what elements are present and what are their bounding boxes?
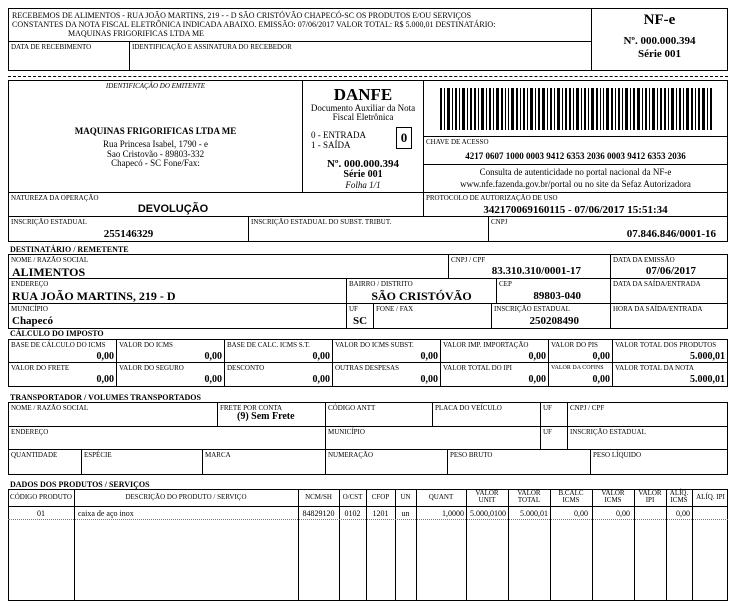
natureza-label: NATUREZA DA OPERAÇÃO [11, 194, 99, 202]
canhoto-recebemos: RECEBEMOS DE ALIMENTOS - RUA JOÃO MARTINS, 219 - - D SÃO CRISTÓVÃO CHAPECÓ-SC OS PRODUTOS E/OU SERVIÇOS [12, 11, 472, 20]
danfe-tipo-box: 0 [396, 127, 412, 149]
dest-cnpj: 83.310.310/0001-17 [491, 265, 581, 277]
produtos-header-line [8, 506, 728, 507]
col-sep [416, 489, 417, 601]
td-vtotal: 5.000,01 [520, 509, 548, 518]
transp-pl-label: PESO LÍQUIDO [593, 451, 642, 459]
emitente-end3: Chapecó - SC Fone/Fax: [111, 158, 200, 168]
td-codigo: 01 [37, 509, 45, 518]
td-descricao: caixa de aço inox [78, 509, 134, 518]
imposto-value: 0,00 [204, 351, 222, 362]
danfe-serie: Série 001 [343, 169, 383, 180]
transp-uf-label: UF [543, 404, 552, 412]
td-vicms: 0,00 [616, 509, 630, 518]
dest-mun-box [8, 303, 347, 329]
imposto-value: 0,00 [204, 374, 222, 385]
canhoto-nfe-title: NF-e [643, 12, 676, 28]
dest-fone-label: FONE / FAX [376, 305, 414, 313]
imposto-label: BASE DE CALC. ICMS S.T. [227, 341, 310, 349]
th-aliq-ipi: ALÍQ. IPI [696, 493, 725, 501]
row-line [8, 519, 728, 520]
td-un: un [401, 509, 410, 518]
th-quant: QUANT [428, 493, 454, 501]
col-sep [74, 489, 75, 601]
transp-end-box [8, 426, 326, 450]
dest-bairro-label: BAIRRO / DISTRITO [349, 280, 413, 288]
cut-line [8, 76, 728, 77]
produtos-title: DADOS DOS PRODUTOS / SERVIÇOS [10, 480, 150, 489]
danfe-sub2: Fiscal Eletrônica [332, 112, 394, 122]
transp-antt-label: CÓDIGO ANTT [328, 404, 376, 412]
col-sep [395, 489, 396, 601]
dest-emissao-label: DATA DA EMISSÃO [613, 256, 675, 264]
imposto-label: VALOR TOTAL DO IPI [443, 364, 512, 372]
transp-frete: (9) Sem Frete [237, 411, 295, 422]
emitente-label: IDENTIFICAÇÃO DO EMITENTE [105, 82, 206, 90]
td-quant: 1,0000 [442, 509, 464, 518]
dest-cep-label: CEP [499, 280, 512, 288]
imposto-label: VALOR TOTAL DA NOTA [615, 364, 694, 372]
transp-end-label: ENDEREÇO [11, 428, 49, 436]
col-sep [339, 489, 340, 601]
transp-uf2-label: UF [543, 428, 552, 436]
danfe-folha: Folha 1/1 [345, 180, 381, 190]
natureza-value: DEVOLUÇÃO [137, 203, 209, 215]
transp-marca-label: MARCA [205, 451, 231, 459]
consulta-2: www.nfe.fazenda.gov.br/portal ou no site da Sefaz Autorizadora [460, 179, 691, 189]
imposto-label: BASE DE CÁLCULO DO ICMS [11, 341, 106, 349]
col-sep [634, 489, 635, 601]
barcode [440, 88, 712, 130]
transp-cnpj-label: CNPJ / CPF [570, 404, 605, 412]
assinatura-label: IDENTIFICAÇÃO E ASSINATURA DO RECEBEDOR [132, 43, 292, 51]
danfe-saida: 1 - SAÍDA [311, 140, 351, 150]
imposto-value: 0,00 [420, 374, 438, 385]
dest-nome: ALIMENTOS [12, 265, 86, 279]
th-descricao: DESCRIÇÃO DO PRODUTO / SERVIÇO [125, 493, 247, 501]
transp-qtd-label: QUANTIDADE [11, 451, 58, 459]
dest-ie-label: INSCRIÇÃO ESTADUAL [494, 305, 570, 313]
imposto-label: VALOR DO SEGURO [119, 364, 184, 372]
th-vipi: VALOR IPI [638, 489, 662, 504]
th-vicms: VALOR ICMS [601, 489, 625, 504]
imposto-label: VALOR IMP. IMPORTAÇÃO [443, 341, 529, 349]
dest-hora-label: HORA DA SAÍDA/ENTRADA [613, 305, 703, 313]
transp-nome-label: NOME / RAZÃO SOCIAL [11, 404, 89, 412]
imposto-title: CÁLCULO DO IMPOSTO [10, 329, 104, 338]
danfe-numero: Nº. 000.000.394 [326, 158, 400, 170]
imposto-label: DESCONTO [227, 364, 265, 372]
th-bcalc: B.CALC ICMS [558, 489, 584, 504]
col-sep [366, 489, 367, 601]
td-aliq-icms: 0,00 [676, 509, 690, 518]
imposto-label: VALOR DA COFINS [551, 365, 604, 371]
imposto-label: VALOR TOTAL DOS PRODUTOS [615, 341, 717, 349]
barcode-bars [440, 88, 712, 130]
imposto-value: 0,00 [312, 374, 330, 385]
cnpj-emit-label: CNPJ [491, 218, 508, 226]
td-vunit: 5.000,0100 [470, 509, 506, 518]
dest-end: RUA JOÃO MARTINS, 219 - D [12, 289, 176, 303]
dest-cnpj-label: CNPJ / CPF [451, 256, 486, 264]
transp-mun-label: MUNICÍPIO [328, 428, 365, 436]
th-cfop: CFOP [371, 493, 390, 501]
th-cst: O/CST [342, 493, 363, 501]
dest-saida-label: DATA DA SAÍDA/ENTRADA [613, 280, 701, 288]
transp-ie-label: INSCRIÇÃO ESTADUAL [570, 428, 646, 436]
th-aliq-icms: ALÍQ. ICMS [669, 489, 689, 504]
danfe-title: DANFE [333, 85, 393, 104]
dest-ie: 250208490 [529, 315, 579, 327]
transp-especie-label: ESPÉCIE [84, 451, 112, 459]
col-sep [592, 489, 593, 601]
imposto-label: VALOR DO ICMS [119, 341, 173, 349]
imposto-value: 0,00 [312, 351, 330, 362]
canhoto-constantes: CONSTANTES DA NOTA FISCAL ELETRÔNICA INDICADA ABAIXO. EMISSÃO: 07/06/2017 VALOR TOTAL: R$ 5.000,01 DESTINATÁRIO: [12, 20, 496, 29]
imposto-value: 0,00 [96, 351, 114, 362]
imposto-label: VALOR DO ICMS SUBST. [335, 341, 414, 349]
cnpj-emit-value: 07.846.846/0001-16 [626, 228, 716, 240]
td-ncm: 84829120 [302, 509, 335, 518]
ie-label: INSCRIÇÃO ESTADUAL [11, 218, 87, 226]
imposto-value: 0,00 [592, 351, 610, 362]
canhoto-destinatario: MAQUINAS FRIGORIFICAS LTDA ME [68, 29, 204, 38]
transp-placa-label: PLACA DO VEÍCULO [435, 404, 502, 412]
th-ncm: NCM/SH [305, 493, 332, 501]
imposto-label: VALOR DO PIS [551, 341, 598, 349]
dest-cep: 89803-040 [533, 290, 581, 302]
emitente-end1: Rua Princesa Isabel, 1790 - e [103, 139, 208, 149]
dest-mun-label: MUNICÍPIO [11, 305, 48, 313]
dest-emissao: 07/06/2017 [645, 265, 696, 277]
td-bcalc: 0,00 [574, 509, 588, 518]
td-cst: 0102 [344, 509, 361, 518]
transp-frete-label: FRETE POR CONTA [220, 404, 283, 412]
th-un: UN [400, 493, 411, 501]
protocolo-value: 342170069160115 - 07/06/2017 15:51:34 [483, 204, 668, 216]
col-sep [298, 489, 299, 601]
imposto-value: 0,00 [96, 374, 114, 385]
dest-bairro: SÃO CRISTÓVÃO [371, 289, 472, 303]
consulta-1: Consulta de autenticidade no portal nacional da NF-e [479, 167, 672, 177]
data-recebimento-label: DATA DE RECEBIMENTO [11, 43, 92, 51]
transp-pb-label: PESO BRUTO [450, 451, 493, 459]
emitente-end2: Sao Cristovão - 89803-332 [106, 149, 205, 159]
imposto-label: OUTRAS DESPESAS [335, 364, 399, 372]
imposto-value: 0,00 [420, 351, 438, 362]
col-sep [508, 489, 509, 601]
imposto-value: 0,00 [528, 351, 546, 362]
protocolo-label: PROTOCOLO DE AUTORIZAÇÃO DE USO [426, 194, 558, 202]
imposto-value: 0,00 [592, 374, 610, 385]
imposto-value: 0,00 [528, 374, 546, 385]
danfe-sub1: Documento Auxiliar da Nota [310, 103, 416, 113]
canhoto-numero: Nº. 000.000.394 [623, 35, 696, 47]
col-sep [466, 489, 467, 601]
col-sep [692, 489, 693, 601]
canhoto-serie: Série 001 [637, 48, 682, 60]
imposto-value: 5.000,01 [690, 374, 725, 385]
ie-value: 255146329 [103, 228, 154, 240]
col-sep [666, 489, 667, 601]
imposto-label: VALOR DO FRETE [11, 364, 70, 372]
dest-uf: SC [352, 315, 368, 327]
imposto-value: 5.000,01 [690, 351, 725, 362]
chave-label: CHAVE DE ACESSO [426, 138, 489, 146]
emitente-box [8, 80, 303, 193]
chave-value: 4217 0607 1000 0003 9412 6353 2036 0003 9412 6353 2036 [465, 151, 686, 161]
dest-end-label: ENDEREÇO [11, 280, 49, 288]
dest-mun: Chapecó [12, 315, 53, 327]
th-vunit: VALOR UNIT [475, 489, 499, 504]
th-vtotal: VALOR TOTAL [517, 489, 541, 504]
col-sep [550, 489, 551, 601]
dest-nome-label: NOME / RAZÃO SOCIAL [11, 256, 89, 264]
th-codigo: CÓDIGO PRODUTO [10, 493, 72, 501]
ie-st-label: INSCRIÇÃO ESTADUAL DO SUBST. TRIBUT. [251, 218, 392, 226]
danfe-entrada: 0 - ENTRADA [311, 130, 366, 140]
td-cfop: 1201 [372, 509, 389, 518]
dest-uf-label: UF [349, 305, 358, 313]
dest-title: DESTINATÁRIO / REMETENTE [10, 245, 129, 254]
transp-num-label: NUMERAÇÃO [328, 451, 374, 459]
emitente-nome: MAQUINAS FRIGORIFICAS LTDA ME [74, 126, 237, 136]
transp-title: TRANSPORTADOR / VOLUMES TRANSPORTADOS [10, 393, 201, 402]
